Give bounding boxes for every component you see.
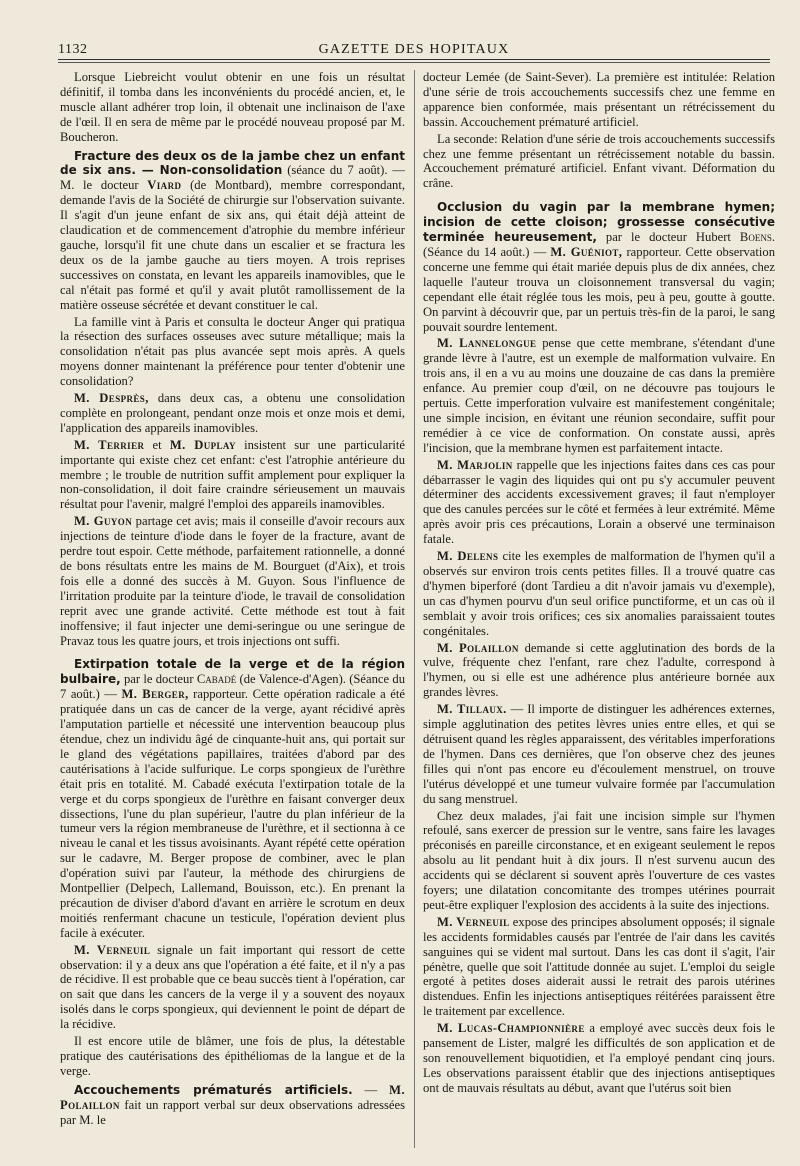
paragraph: M. Lucas-Championnière a employé avec succès deux fois le pansement de Lister, malgré les difficultés de son application et de son renouvellement biquotidien, et l'a employé pendant cinq jours. Les observations paraissent établir que des injections antiseptiques ont de mauvais résultats au début, avant que l'utérus soit bien (423, 1021, 775, 1095)
paragraph: M. Delens cite les exemples de malformation de l'hymen qu'il a observés sur environ trois cents petites filles. Il a trouvé quatre cas d'hymen biperforé (dont Tardieu a dit n'avoir jamais vu d'exemple), un cas d'hymen pourvu d'un seul orifice punctiforme, et un cas où il semblait y avoir trois orifices; ces six anomalies paraissaient toutes congénitales. (423, 549, 775, 638)
speaker-name: M. Verneuil (437, 914, 510, 929)
section-heading: Occlusion du vagin par la membrane hymen; incision de cette cloison; grossesse consécutive terminée heureusement, (423, 200, 775, 245)
paragraph: M. Guyon partage cet avis; mais il conseille d'avoir recours aux injections de teinture d'iode dans le foyer de la fracture, avant de perdre tout espoir. Cette méthode, parfaitement rationnelle, a donné de bons résultats entre les mains de M. Bourguet (d'Aix), et trois fois elle a donné des succès à M. Guyon. Sous l'influence de l'irritation produite par la teinture d'iode, le travail de consolidation reprit avec une grande activité. Cette méthode est tout à fait inoffensive; il faut injecter une demi-seringue ou une seringue de Pravaz tous les quatre jours, et trois injections ont suffi. (60, 514, 405, 648)
paragraph: M. Terrier et M. Duplay insistent sur une particularité importante qui existe chez cet enfant: c'est l'atrophie antérieure du membre ; le trouble de nutrition suffit amplement pour expliquer la non-consolidation, il doit faire craindre sérieusement un mauvais résultat pour l'avenir, malgré l'emploi des appareils inamovibles. (60, 437, 405, 512)
speaker-name: M. Berger, (121, 687, 189, 702)
speaker-name: M. Desprès, (74, 391, 149, 406)
paragraph: Lorsque Liebreicht voulut obtenir en une fois un résultat définitif, il tomba dans les inconvénients du procédé ancien, et, le muscle allant adhérer trop loin, il obtenait une inclinaison de l'axe de l'œil. Il en sera de même par le procédé nouveau proposé par M. Boucheron. (60, 70, 405, 144)
paragraph: M. Verneuil signale un fait important qui ressort de cette observation: il y a deux ans que l'opération a été faite, et il n'y a pas de récidive. Il est probable que ce beau succès tient à l'opération, car on sait que dans les cancers de la verge il y a souvent des noyaux isolés dans le corps spongieux, qui deviennent le point de départ de la récidive. (60, 942, 405, 1032)
speaker-name: M. Guéniot, (550, 244, 623, 259)
section-occlusion: Occlusion du vagin par la membrane hymen; incision de cette cloison; grossesse consécutive terminée heureusement, par le docteur Hubert Boens. (Séance du 14 août.) — M. Guéniot, rapporteur. Cette observation concerne une femme qui était mariée depuis plus de dix années, chez laquelle l'auteur trouva un cloisonnement transversal du vagin; cependant elle était réglée tous les mois, peu à peu, goutte à goutte. On parvint à découvrir que, par un pertuis très-fin de la paroi, le sang pouvait sourdre lentement. (423, 200, 775, 334)
speaker-name: M. Guyon (74, 514, 133, 529)
speaker-name: M. Tillaux. (437, 702, 507, 717)
speaker-name: M. Duplay (169, 437, 236, 452)
speaker-name: M. Polaillon (437, 640, 519, 655)
author-name: Cabadé (196, 672, 237, 687)
author-name: Boens. (739, 230, 775, 245)
paragraph: M. Desprès, dans deux cas, a obtenu une consolidation complète en prolongeant, pendant onze mois et onze mois et demi, l'application des appareils inamovibles. (60, 391, 406, 435)
section-accouchements: Accouchements prématurés artificiels. — M. Polaillon fait un rapport verbal sur deux observations adressées par M. le (60, 1082, 406, 1127)
speaker-name: M. Lucas-Championnière (437, 1021, 585, 1036)
speaker-name: M. Verneuil (74, 942, 151, 957)
paragraph: M. Lannelongue pense que cette membrane, s'étendant d'une grande lèvre à l'autre, est un exemple de malformation vulvaire. En trois ans, il en a vu au moins une douzaine de cas dans la première enfance. Au premier coup d'œil, on ne découvre pas toujours le pertuis. Cette imperforation vulvaire est manifestement congénitale; une simple incision, en évitant une réunion secondaire, suffit pour remédier à ce vice de conformation. On constate aussi, après l'incision, que la membrane hymen est parfaitement intacte. (423, 336, 776, 455)
running-title: GAZETTE DES HOPITAUX (318, 42, 510, 57)
section-extirpation: Extirpation totale de la verge et de la région bulbaire, par le docteur Cabadé (de Valence-d'Agen). (Séance du 7 août.) — M. Berger, rapporteur. Cette opération radicale a été pratiquée dans un cas de cancer de la verge, ayant récidivé après l'amputation partielle et nécessité une intervention beaucoup plus étendue, chez un individu âgé de cinquante-huit ans, qui portait sur le gland des végétations papillaires, traitées d'abord par des cautérisations à l'acide sulfurique. Le corps spongieux de l'urèthre était pris en totalité. M. Cabadé exécuta l'extirpation totale de la verge et du corps spongieux de l'urèthre en faisant converger deux dissections, l'une du plan supérieur, l'autre du plan inférieur de la tumeur vers la région membraneuse de l'urèthre, et il sectionna à ce niveau le canal et les tissus avoisinants. Ayant répété cette opération sur le cadavre, M. Berger propose de combiner, avec le plan d'opération suivi par l'auteur, la méthode des chirurgiens de Montpellier (Delpech, Lallemand, Bouisson, etc.). En prenant la précaution de diviser d'abord d'avant en arrière le scrotum en deux moitiés renfermant chacune un testicule, l'opération devient plus facile à exécuter. (60, 657, 405, 940)
section-heading: Accouchements prématurés artificiels. (74, 1082, 353, 1097)
speaker-name: M. Polaillon (60, 1082, 406, 1112)
header-rule-thin (58, 62, 770, 63)
author-name: Viard (147, 178, 182, 193)
paragraph: M. Marjolin rappelle que les injections faites dans ces cas pour débarrasser le vagin des liquides qui ont pu s'y accumuler peuvent déterminer des accidents excessivement graves; il faut n'employer que des canules percées sur le côté et fermées à leur extrémité. Même après avoir pris ces précautions, Lorain a observé une terminaison fatale. (423, 457, 775, 547)
speaker-name: M. Delens (437, 549, 499, 564)
column-divider (414, 70, 415, 1148)
left-column (60, 70, 405, 1130)
speaker-name: M. Terrier (74, 437, 145, 452)
paragraph: M. Tillaux. — Il importe de distinguer les adhérences externes, simple agglutination des petites lèvres unies entre elles, et qui se détruisent quand les règles apparaissent, des véritables imperforations de l'hymen. Dans ces dernières, que l'on observe chez des jeunes filles qui n'ont pas encore eu d'écoulement menstruel, on trouve l'utérus développé et une tumeur vulvaire formée par l'accumulation du sang menstruel. (423, 702, 775, 806)
paragraph: M. Verneuil expose des principes absolument opposés; il signale les accidents formidables causés par l'entrée de l'air dans les cavités sanguines qui se vident mal surtout. Dans les cas dont il s'agit, l'air pénètre, quelle que soit l'attitude donnée au sujet. L'emploi du seigle ergoté à petites doses aiderait aussi le retrait des parois utérines distendues. Enfin les injections antiseptiques réitérées paraissent être le traitement par excellence. (423, 914, 775, 1019)
paragraph: La seconde: Relation d'une série de trois accouchements successifs chez une femme présentant un rétrécissement notable du bassin. Accouchement prématuré artificiel. Enfant vivant. Déformation du crâne. (423, 131, 775, 191)
section-heading: Fracture des deux os de la jambe chez un enfant de six ans. — Non-consolidation (60, 148, 405, 178)
paragraph: La famille vint à Paris et consulta le docteur Anger qui pratiqua la résection des surfaces osseuses avec suture métallique; mais la consolidation n'était pas plus avancée sept mois après. A quels moyens donner maintenant la préférence pour tenter d'obtenir une consolidation? (60, 314, 405, 389)
page-number: 1132 (58, 42, 88, 57)
paragraph: docteur Lemée (de Saint-Sever). La première est intitulée: Relation d'une série de trois accouchements successifs chez une femme en apparence bien conformée, mais présentant un rétrécissement du bassin. Accouchement prématuré artificiel. (423, 70, 775, 129)
paragraph: Chez deux malades, j'ai fait une incision simple sur l'hymen refoulé, sans exercer de pression sur le ventre, sans faire les lavages préconisés en pareille circonstance, et en exigeant seulement le repos absolu au lit pendant huit à dix jours. Il n'est survenu aucun des accidents qui se déclarent si souvent après l'ouverture de ces vastes foyers; une dilatation concomitante des trompes utérines pourrait peut-être expliquer l'explosion des accidents à la suite des injections. (423, 808, 775, 912)
paragraph: Il est encore utile de blâmer, une fois de plus, la détestable pratique des cautérisations des épithéliomas de la langue et de la verge. (60, 1034, 405, 1078)
section-heading: Extirpation totale de la verge et de la région bulbaire, (60, 657, 405, 687)
header-rule (58, 59, 770, 60)
paragraph: M. Polaillon demande si cette agglutination des bords de la vulve, fréquente chez l'enfant, rare chez l'adulte, correspond à l'hymen, ou si elle est une adhérence plus antérieure bornée aux grandes lèvres. (423, 640, 776, 700)
right-column (423, 70, 775, 1098)
speaker-name: M. Marjolin (437, 457, 513, 472)
speaker-name: M. Lannelongue (437, 336, 537, 351)
section-fracture: Fracture des deux os de la jambe chez un enfant de six ans. — Non-consolidation (séance du 7 août). — M. le docteur Viard (de Montbard), membre correspondant, demande l'avis de la Société de chirurgie sur l'observation suivante. Il s'agit d'un jeune enfant de six ans, qui était déjà atteint de claudication et de commencement d'atrophie du membre inférieur gauche, lorsqu'il fit une chute dans un escalier et se fractura les deux os de la jambe gauche au tiers moyen. A trois reprises successives on constata, en levant les appareils inamovibles, que le cal n'était pas formé et qu'il y avait plutôt ramollissement de la matière osseuse sécrétée et devant constituer le cal. (60, 148, 405, 312)
